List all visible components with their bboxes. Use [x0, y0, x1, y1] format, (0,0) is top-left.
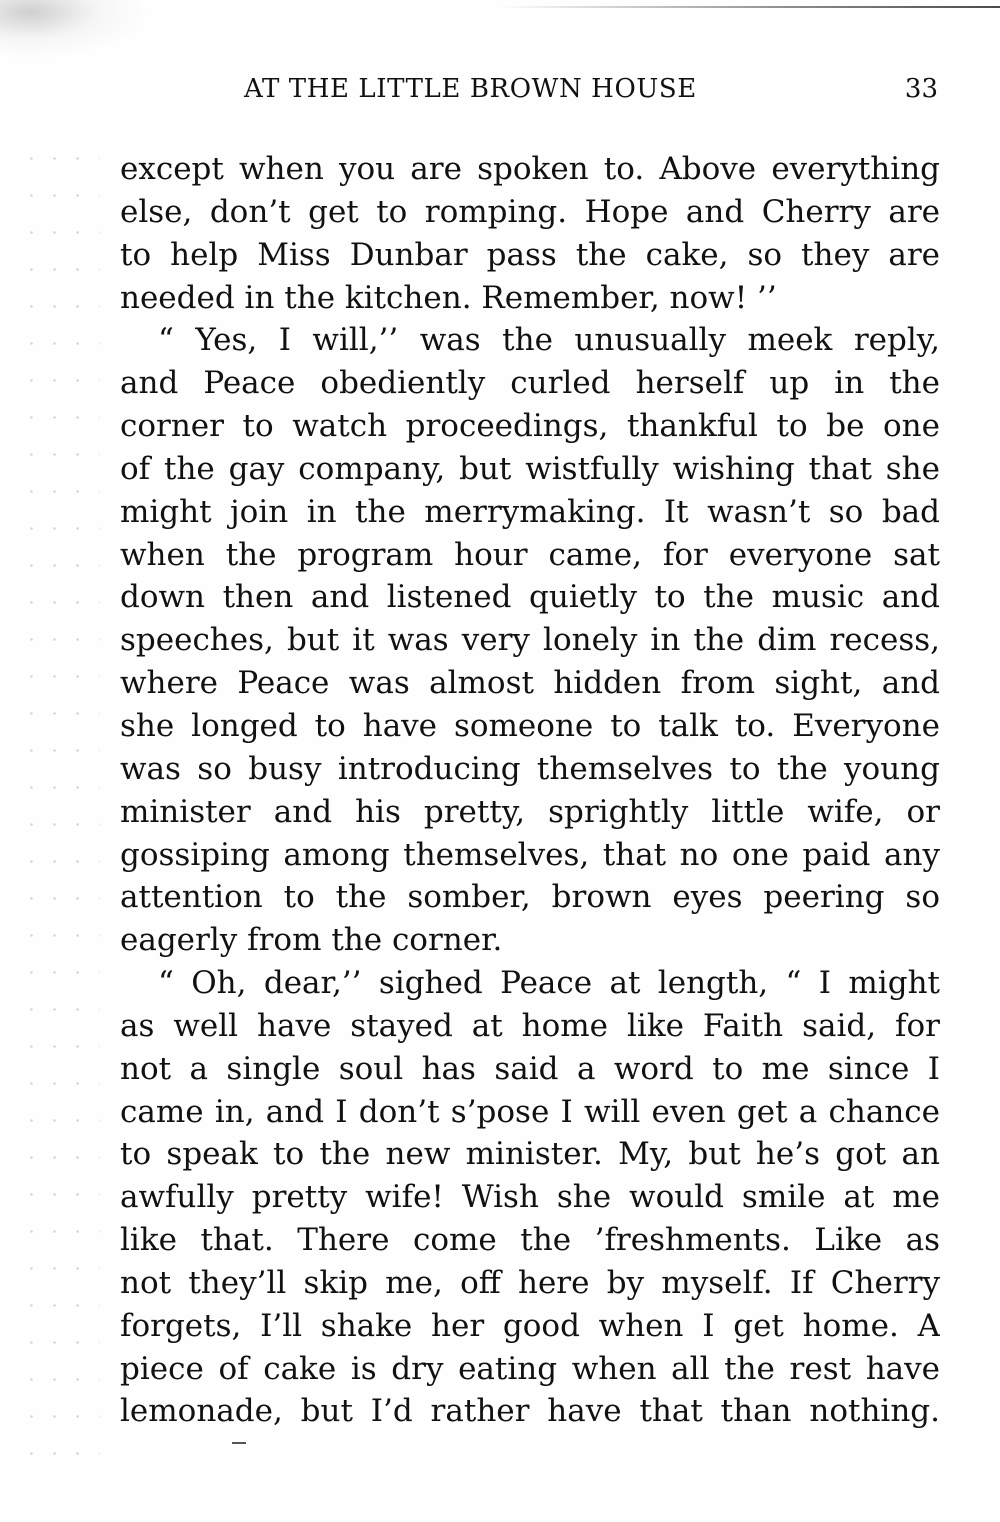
text-line: corner to watch proceedings, thankful to be one — [120, 408, 940, 445]
text-line: where Peace was almost hidden from sight, and — [120, 665, 940, 702]
text-line: forgets, I’ll shake her good when I get home. A — [120, 1307, 940, 1344]
text-line: down then and listened quietly to the music and — [120, 579, 940, 616]
text-line: she longed to have someone to talk to. Everyone — [120, 707, 940, 744]
text-line: to help Miss Dunbar pass the cake, so they are — [120, 236, 940, 273]
text-line: to speak to the new minister. My, but he’s got an — [120, 1136, 940, 1173]
text-line: lemonade, but I’d rather have that than nothing. — [120, 1393, 940, 1430]
text-line: speeches, but it was very lonely in the dim recess, — [120, 622, 940, 659]
text-line: else, don’t get to romping. Hope and Cherry are — [120, 193, 940, 230]
text-line: not a single soul has said a word to me since I — [120, 1050, 940, 1087]
text-line: not they’ll skip me, off here by myself. If Cherry — [120, 1264, 940, 1301]
text-line: needed in the kitchen. Remember, now! ’’ — [120, 279, 777, 316]
text-line: eagerly from the corner. — [120, 922, 503, 959]
text-line: piece of cake is dry eating when all the rest have — [120, 1350, 940, 1387]
running-title: AT THE LITTLE BROWN HOUSE — [244, 74, 697, 104]
margin-specks — [20, 140, 100, 1460]
text-line: except when you are spoken to. Above everything — [120, 151, 940, 187]
text-line: awfully pretty wife! Wish she would smile at me — [120, 1179, 940, 1216]
page-number: 33 — [904, 74, 938, 104]
corner-smudge — [0, 0, 150, 60]
top-edge-rule — [500, 6, 1000, 8]
text-line: “ Oh, dear,’’ sighed Peace at length, “ I might — [158, 965, 940, 1002]
running-head — [120, 74, 940, 114]
text-line: minister and his pretty, sprightly little wife, or — [120, 793, 940, 830]
text-line: like that. There come the ’freshments. Like as — [120, 1222, 940, 1259]
text-line: attention to the somber, brown eyes peering so — [120, 879, 940, 916]
text-line: might join in the merrymaking. It wasn’t so bad — [120, 493, 940, 530]
text-line: when the program hour came, for everyone sat — [120, 536, 940, 573]
text-line: came in, and I don’t s’pose I will even get a chance — [120, 1093, 940, 1130]
text-line: “ Yes, I will,’’ was the unusually meek reply, — [158, 322, 940, 359]
bottom-mark — [232, 1442, 246, 1444]
text-line: as well have stayed at home like Faith said, for — [120, 1007, 940, 1044]
text-line: gossiping among themselves, that no one paid any — [120, 836, 940, 873]
text-line: was so busy introducing themselves to the young — [120, 750, 940, 787]
text-line: and Peace obediently curled herself up in the — [120, 365, 940, 402]
text-line: of the gay company, but wistfully wishing that she — [120, 450, 940, 487]
body-text — [120, 148, 940, 1433]
